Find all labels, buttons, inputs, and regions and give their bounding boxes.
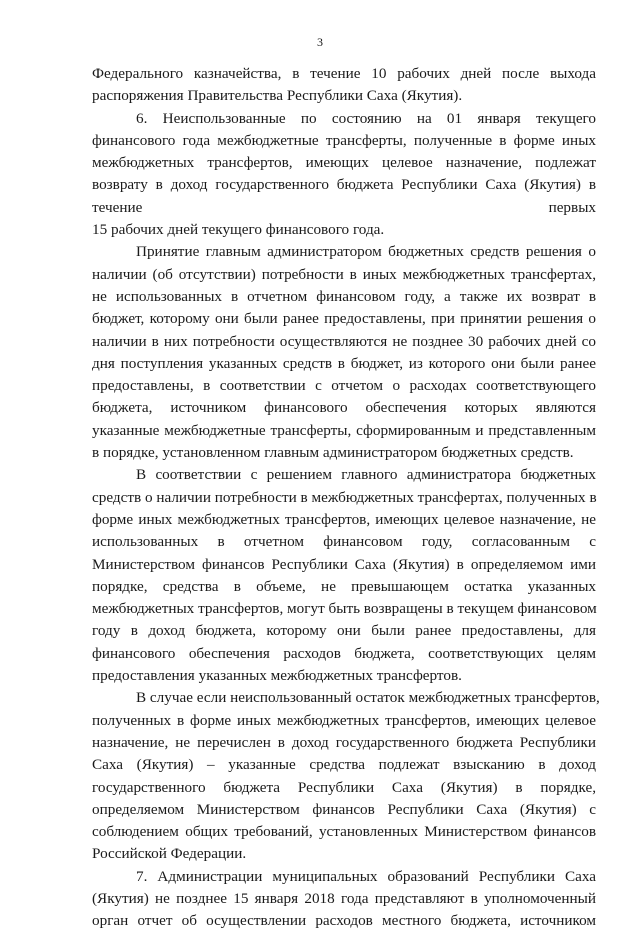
text-line: не использованных в отчетном финансовом году, а также их возврат в [92,287,596,305]
text-line: соблюдением общих требований, установленных Министерством финансов [92,823,596,841]
text-line: государственного бюджета Республики Саха (Якутия) в порядке, [92,778,596,796]
text-line: наличии в них потребности осуществляются не позднее 30 рабочих дней со [92,332,596,350]
text-line: использованных в отчетном финансовом году, согласованным с [92,533,596,551]
text-line: возврату в доход государственного бюджета Республики Саха (Якутия) в [92,176,596,194]
text-line: Саха (Якутия) – указанные средства подлежат взысканию в доход [92,756,596,774]
text-line: финансового обеспечения расходов бюджета, соответствующих целям [92,644,596,662]
text-line: полученных в форме иных межбюджетных трансфертов, имеющих целевое [92,711,596,729]
text-line: 6. Неиспользованные по состоянию на 01 января текущего [136,109,596,127]
text-line: межбюджетных трансфертов, имеющих целевое назначение, подлежат [92,154,596,172]
text-line: предоставления указанных межбюджетных трансфертов. [92,667,462,685]
text-line: распоряжения Правительства Республики Саха (Якутия). [92,87,463,105]
text-line: порядке, средства в объеме, не превышающем остатка указанных [92,577,596,595]
text-line: Министерством финансов Республики Саха (Якутия) в определяемом ими [92,555,596,573]
text-line: орган отчет об осуществлении расходов местного бюджета, источником [92,912,596,930]
text-line: Принятие главным администратором бюджетных средств решения о [136,243,596,261]
text-line: средств о наличии потребности в межбюджетных трансфертах, полученных в [92,488,597,506]
text-line: указанные межбюджетные трансферты, сформированным и представленным [92,421,596,439]
text-line: 15 рабочих дней текущего финансового года. [92,221,385,239]
text-line: дня поступления указанных средств в бюджет, из которого они были ранее [92,354,596,372]
text-line: межбюджетных трансфертов, могут быть возвращены в текущем финансовом [92,600,597,618]
text-line: наличии (об отсутствии) потребности в иных межбюджетных трансфертах, [92,265,596,283]
text-line: бюджет, которому они были ранее предоставлены, при принятии решения о [92,310,596,328]
text-line: (Якутия) не позднее 15 января 2018 года представляют в уполномоченный [92,889,596,907]
text-line: Федерального казначейства, в течение 10 рабочих дней после выхода [92,65,596,82]
text-line: назначение, не перечислен в доход государственного бюджета Республики [92,733,596,751]
text-line: в порядке, установленном главным администратором бюджетных средств. [92,444,574,462]
text-line: Российской Федерации. [92,845,247,863]
text-line: В соответствии с решением главного администратора бюджетных [136,466,596,484]
text-line: 7. Администрации муниципальных образований Республики Саха [136,867,596,885]
document-body [92,63,600,933]
text-line: течение первых [92,198,596,216]
text-line: форме иных межбюджетных трансфертов, имеющих целевое назначение, не [92,510,596,528]
text-line: предоставлены, в соответствии с отчетом о расходах соответствующего [92,377,596,395]
text-line: В случае если неиспользованный остаток межбюджетных трансфертов, [136,689,600,707]
page-number: 3 [317,35,323,49]
text-line: финансового года межбюджетные трансферты, полученные в форме иных [92,131,596,149]
text-line: бюджета, источником финансового обеспечения которых являются [92,399,596,417]
text-line: году в доход бюджета, которому они были ранее предоставлены, для [92,622,596,640]
text-line: определяемом Министерством финансов Республики Саха (Якутия) с [92,800,596,818]
